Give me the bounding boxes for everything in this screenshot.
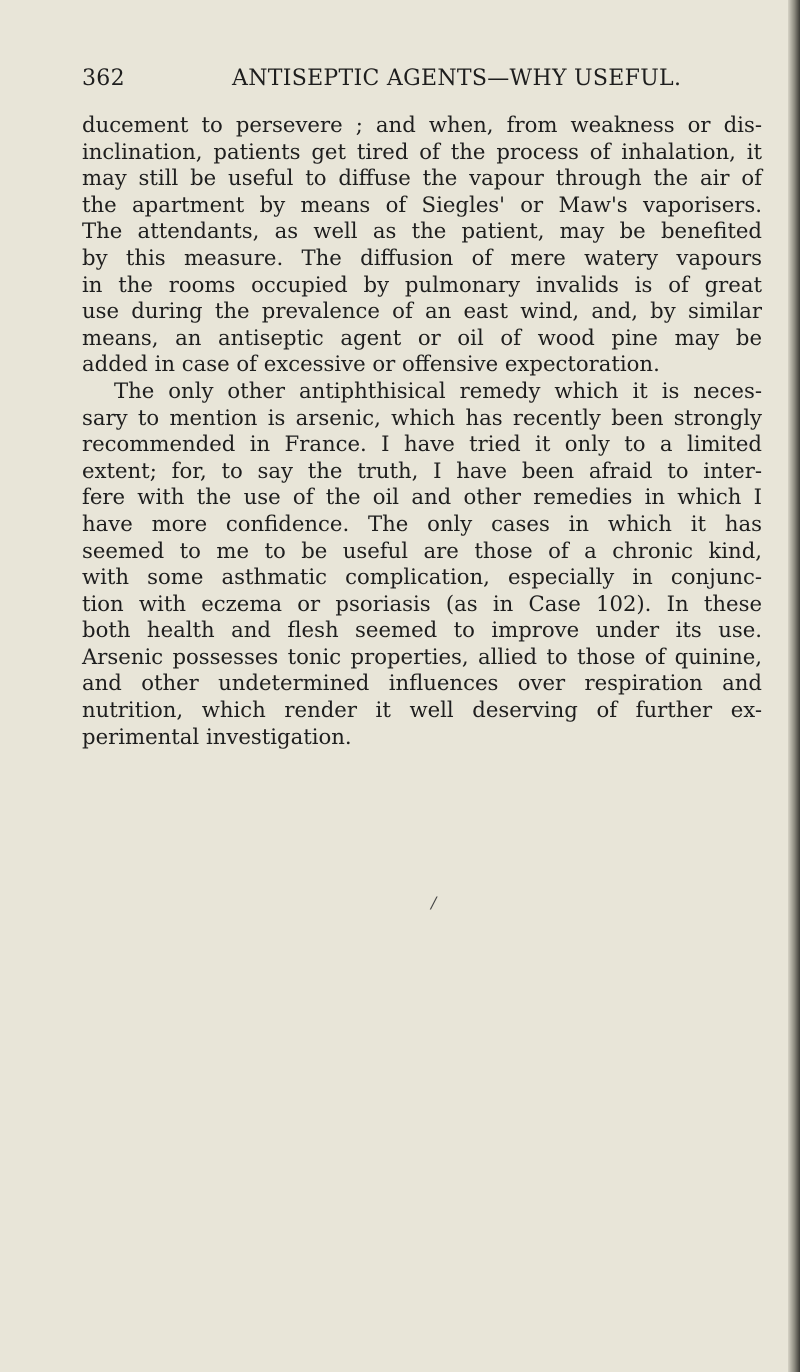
page-header xyxy=(82,66,762,98)
text-line: nutrition, which render it well deserving of further ex- xyxy=(82,697,762,723)
text-line: means, an antiseptic agent or oil of wood pine may be xyxy=(82,324,762,350)
body-paragraphs xyxy=(82,112,762,750)
text-line: The attendants, as well as the patient, may be benefited xyxy=(82,218,762,244)
running-head: ANTISEPTIC AGENTS—WHY USEFUL. xyxy=(232,66,682,91)
text-line: Arsenic possesses tonic properties, allied to those of quinine, xyxy=(82,643,762,669)
page-edge-shadow xyxy=(788,0,800,1372)
text-line: with some asthmatic complication, especially in conjunc- xyxy=(82,564,762,590)
text-line: may still be useful to diffuse the vapour through the air of xyxy=(82,165,762,191)
text-line: tion with eczema or psoriasis (as in Case 102). In these xyxy=(82,590,762,616)
stray-ink-mark: / xyxy=(431,893,437,912)
text-line: fere with the use of the oil and other remedies in which I xyxy=(82,484,762,510)
text-line: use during the prevalence of an east wind, and, by similar xyxy=(82,298,762,324)
text-line: added in case of excessive or offensive expectoration. xyxy=(82,351,660,377)
text-line: have more confidence. The only cases in which it has xyxy=(82,510,762,536)
text-line: extent; for, to say the truth, I have been afraid to inter- xyxy=(82,457,762,483)
text-line: sary to mention is arsenic, which has recently been strongly xyxy=(82,404,762,430)
text-line: inclination, patients get tired of the process of inhalation, it xyxy=(82,138,762,164)
page-number: 362 xyxy=(82,66,125,91)
text-line: and other undetermined influences over respiration and xyxy=(82,670,762,696)
text-line: both health and flesh seemed to improve under its use. xyxy=(82,617,762,643)
text-line: The only other antiphthisical remedy which it is neces- xyxy=(114,377,762,403)
text-line: perimental investigation. xyxy=(82,723,352,749)
text-line: seemed to me to be useful are those of a chronic kind, xyxy=(82,537,762,563)
text-line: in the rooms occupied by pulmonary invalids is of great xyxy=(82,271,762,297)
text-line: recommended in France. I have tried it only to a limited xyxy=(82,431,762,457)
text-line: the apartment by means of Siegles' or Maw's vaporisers. xyxy=(82,191,762,217)
text-line: ducement to persevere ; and when, from weakness or dis- xyxy=(82,112,762,137)
text-line: by this measure. The diffusion of mere watery vapours xyxy=(82,244,762,270)
